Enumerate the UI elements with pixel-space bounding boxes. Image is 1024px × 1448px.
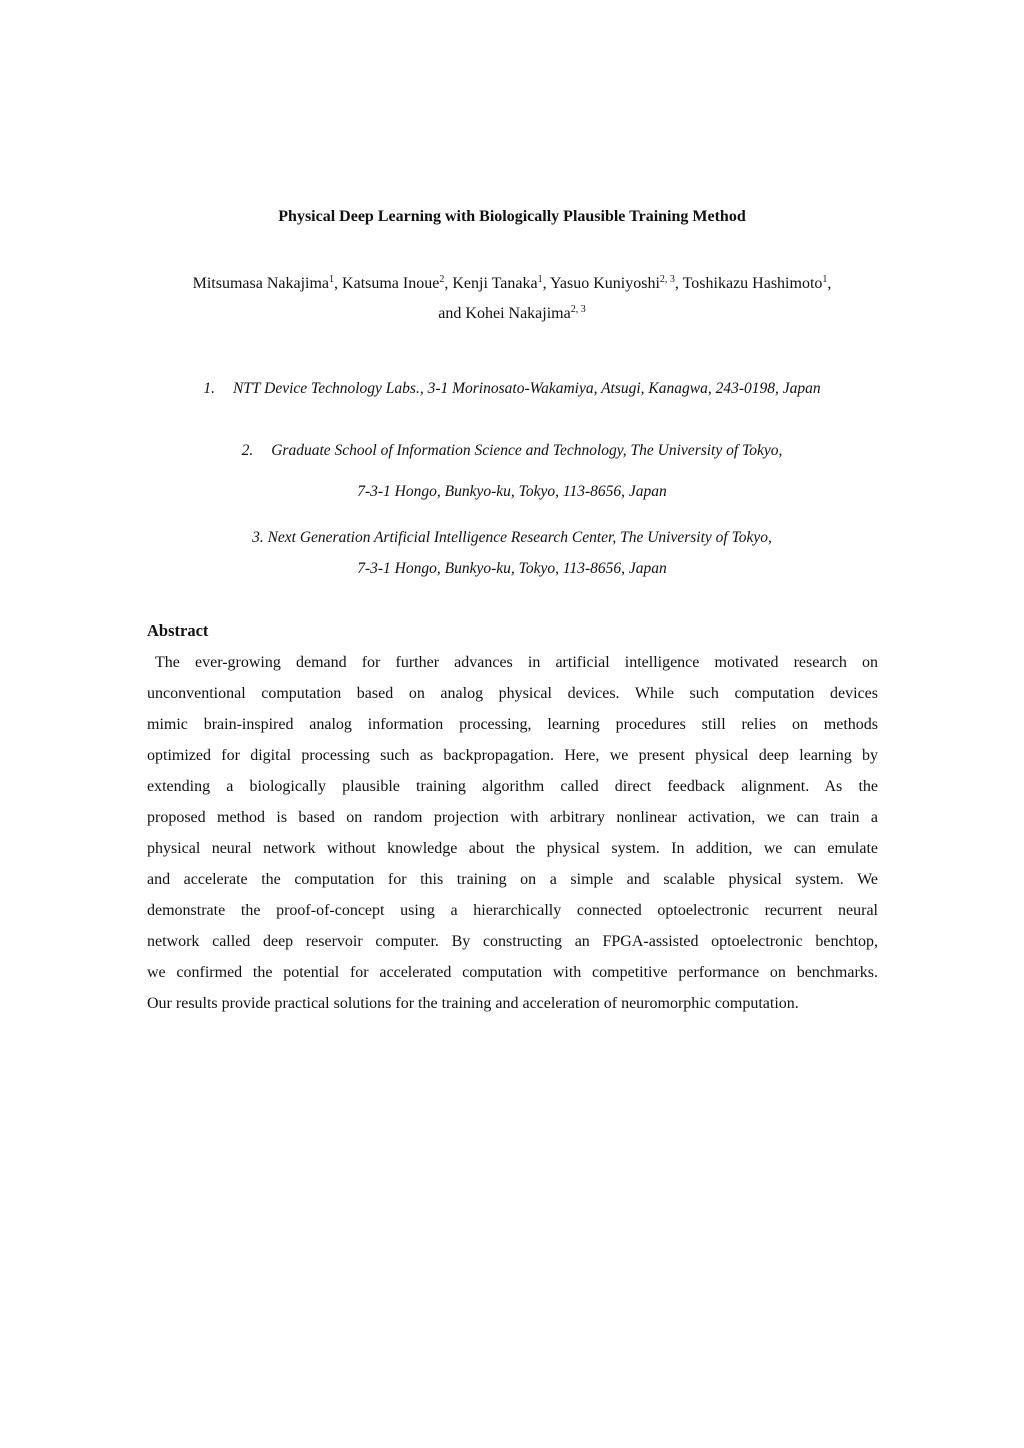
abstract-line: we confirmed the potential for accelerated computation with competitive performance on benchmarks.	[147, 964, 878, 981]
author-affiliation-mark: 1	[537, 274, 543, 285]
abstract-line: Our results provide practical solutions for the training and acceleration of neuromorphic computation.	[147, 995, 799, 1012]
author-separator: ,	[674, 275, 683, 292]
abstract-line: and accelerate the computation for this training on a simple and scalable physical system. We	[147, 871, 878, 888]
author-name: Kenji Tanaka	[452, 275, 538, 292]
affiliation-number: 2.	[241, 442, 254, 459]
author-affiliation-mark: 2	[439, 274, 445, 285]
abstract-line: physical neural network without knowledge about the physical system. In addition, we can emulate	[147, 840, 878, 857]
author-affiliation-mark: 2, 3	[659, 274, 675, 285]
author-name: Kohei Nakajima	[465, 305, 571, 322]
author-line-1	[0, 269, 1024, 299]
abstract-line: The ever-growing demand for further advances in artificial intelligence motivated research on	[155, 654, 878, 671]
author-separator: ,	[827, 275, 832, 292]
author-line-2	[0, 299, 1024, 329]
abstract-line: extending a biologically plausible training algorithm called direct feedback alignment. As the	[147, 778, 878, 795]
abstract-body	[147, 647, 878, 1019]
affiliation-3: 3. Next Generation Artificial Intelligence Research Center, The University of Tokyo,	[252, 529, 772, 546]
author-name: Katsuma Inoue	[342, 275, 440, 292]
author-separator: ,	[334, 275, 343, 292]
paper-title: Physical Deep Learning with Biologically Plausible Training Method	[278, 208, 746, 225]
abstract-line: demonstrate the proof-of-concept using a hierarchically connected optoelectronic recurrent neural	[147, 902, 878, 919]
author-list	[0, 269, 1024, 329]
author-separator: ,	[444, 275, 453, 292]
abstract-line: unconventional computation based on analog physical devices. While such computation devices	[147, 685, 878, 702]
affiliation-2-address: 7-3-1 Hongo, Bunkyo-ku, Tokyo, 113-8656, Japan	[357, 483, 667, 500]
affiliation-3-address: 7-3-1 Hongo, Bunkyo-ku, Tokyo, 113-8656, Japan	[357, 560, 667, 577]
affiliation-text: NTT Device Technology Labs., 3-1 Morinosato-Wakamiya, Atsugi, Kanagwa, 243-0198, Japan	[232, 380, 821, 397]
abstract-heading: Abstract	[147, 621, 209, 640]
author-affiliation-mark: 1	[329, 274, 335, 285]
abstract-line: optimized for digital processing such as backpropagation. Here, we present physical deep learning by	[147, 747, 878, 764]
author-affiliation-mark: 1	[822, 274, 828, 285]
author-name: Toshikazu Hashimoto	[682, 275, 823, 292]
abstract-line: network called deep reservoir computer. By constructing an FPGA-assisted optoelectronic benchtop,	[147, 933, 878, 950]
author-affiliation-mark: 2, 3	[570, 304, 586, 315]
affiliation-text: Graduate School of Information Science and Technology, The University of Tokyo,	[271, 442, 783, 459]
affiliation-number: 1.	[203, 380, 215, 397]
affiliation-1	[0, 378, 1024, 400]
author-prefix: and	[438, 305, 466, 322]
abstract-line: mimic brain-inspired analog information processing, learning procedures still relies on methods	[147, 716, 878, 733]
author-separator: ,	[542, 275, 550, 292]
author-name: Yasuo Kuniyoshi	[549, 275, 660, 292]
author-name: Mitsumasa Nakajima	[192, 275, 330, 292]
affiliation-2	[0, 440, 1024, 462]
abstract-line: proposed method is based on random projection with arbitrary nonlinear activation, we can train a	[147, 809, 878, 826]
